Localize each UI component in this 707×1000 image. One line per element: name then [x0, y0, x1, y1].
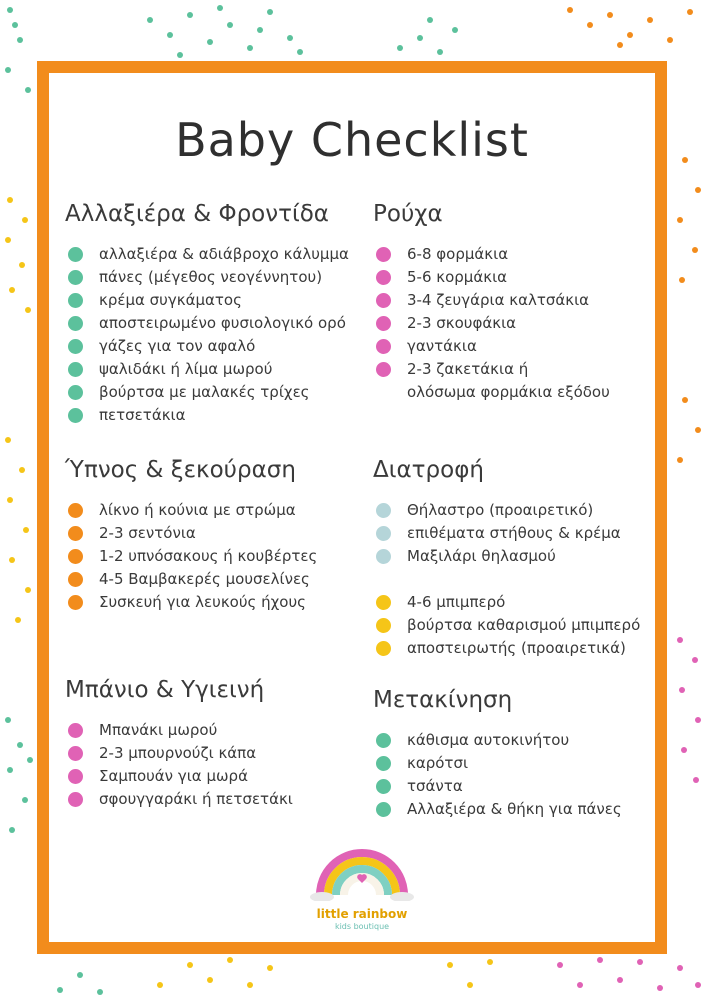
section-heading: Διατροφή — [373, 457, 484, 483]
list-item: βούρτσα καθαρισμού μπιμπερό — [373, 614, 640, 637]
list-item: ολόσωμα φορμάκια εξόδου — [407, 383, 610, 401]
rainbow-icon — [310, 843, 414, 901]
lightblue-bullet-icon — [376, 526, 391, 541]
list-item: 2-3 σεντόνια — [65, 522, 317, 545]
list-item: Μπανάκι μωρού — [65, 719, 293, 742]
orange-bullet-icon — [68, 572, 83, 587]
lightblue-bullet-icon — [376, 549, 391, 564]
section-feeding — [373, 457, 640, 660]
list-item: αποστειρωτής (προαιρετικά) — [373, 637, 640, 660]
orange-bullet-icon — [68, 503, 83, 518]
brand-logo — [307, 843, 417, 931]
list-item: 2-3 ζακετάκια ή — [373, 358, 610, 381]
logo-name: little rainbow — [316, 907, 408, 921]
list-item: κρέμα συγκάματος — [65, 289, 349, 312]
yellow-bullet-icon — [376, 595, 391, 610]
list-item: αποστειρωμένο φυσιολογικό ορό — [65, 312, 349, 335]
list-item: λίκνο ή κούνια με στρώμα — [65, 499, 317, 522]
list-item: αλλαξιέρα & αδιάβροχο κάλυμμα — [65, 243, 349, 266]
orange-bullet-icon — [68, 549, 83, 564]
page-title: Baby Checklist — [175, 113, 529, 167]
list-item: γαντάκια — [373, 335, 610, 358]
list-item: 4-6 μπιμπερό — [373, 591, 640, 614]
green-bullet-icon — [68, 362, 83, 377]
green-bullet-icon — [376, 756, 391, 771]
orange-bullet-icon — [68, 526, 83, 541]
list-item: πετσετάκια — [65, 404, 349, 427]
pink-bullet-icon — [68, 746, 83, 761]
list-item: 5-6 κορμάκια — [373, 266, 610, 289]
pink-bullet-icon — [376, 270, 391, 285]
list-item: Σαμπουάν για μωρά — [65, 765, 293, 788]
green-bullet-icon — [68, 247, 83, 262]
section-clothes — [373, 201, 610, 404]
list-item: βούρτσα με μαλακές τρίχες — [65, 381, 349, 404]
section-bath — [65, 677, 293, 811]
list-item: επιθέματα στήθους & κρέμα — [373, 522, 640, 545]
pink-bullet-icon — [376, 339, 391, 354]
section-sleep — [65, 457, 317, 614]
list-item: 4-5 Βαμβακερές μουσελίνες — [65, 568, 317, 591]
green-bullet-icon — [376, 733, 391, 748]
pink-bullet-icon — [376, 247, 391, 262]
list-item: κάθισμα αυτοκινήτου — [373, 729, 622, 752]
list-item: 3-4 ζευγάρια καλτσάκια — [373, 289, 610, 312]
lightblue-bullet-icon — [376, 503, 391, 518]
list-item: Συσκευή για λευκούς ήχους — [65, 591, 317, 614]
list-item: 2-3 μπουρνούζι κάπα — [65, 742, 293, 765]
list-item: Μαξιλάρι θηλασμού — [373, 545, 640, 568]
section-heading: Αλλαξιέρα & Φροντίδα — [65, 201, 329, 227]
list-item: καρότσι — [373, 752, 622, 775]
pink-bullet-icon — [68, 792, 83, 807]
section-heading: Ρούχα — [373, 201, 443, 227]
list-item: Θήλαστρο (προαιρετικό) — [373, 499, 640, 522]
pink-bullet-icon — [68, 723, 83, 738]
green-bullet-icon — [376, 802, 391, 817]
list-item: Αλλαξιέρα & θήκη για πάνες — [373, 798, 622, 821]
checklist-card — [37, 61, 667, 954]
section-heading: Μετακίνηση — [373, 687, 513, 713]
section-transport — [373, 687, 622, 821]
yellow-bullet-icon — [376, 618, 391, 633]
green-bullet-icon — [68, 270, 83, 285]
pink-bullet-icon — [376, 293, 391, 308]
green-bullet-icon — [68, 293, 83, 308]
green-bullet-icon — [68, 385, 83, 400]
section-heading: Μπάνιο & Υγιεινή — [65, 677, 265, 703]
list-item: τσάντα — [373, 775, 622, 798]
section-heading: Ύπνος & ξεκούραση — [65, 457, 296, 483]
green-bullet-icon — [68, 316, 83, 331]
pink-bullet-icon — [376, 362, 391, 377]
section-changing — [65, 201, 349, 427]
list-item: σφουγγαράκι ή πετσετάκι — [65, 788, 293, 811]
orange-bullet-icon — [68, 595, 83, 610]
list-item: πάνες (μέγεθος νεογέννητου) — [65, 266, 349, 289]
list-item: ψαλιδάκι ή λίμα μωρού — [65, 358, 349, 381]
logo-subtitle: kids boutique — [334, 922, 390, 931]
list-item: γάζες για τον αφαλό — [65, 335, 349, 358]
list-item: 6-8 φορμάκια — [373, 243, 610, 266]
list-item: 2-3 σκουφάκια — [373, 312, 610, 335]
green-bullet-icon — [68, 408, 83, 423]
list-item: 1-2 υπνόσακους ή κουβέρτες — [65, 545, 317, 568]
green-bullet-icon — [68, 339, 83, 354]
pink-bullet-icon — [376, 316, 391, 331]
yellow-bullet-icon — [376, 641, 391, 656]
green-bullet-icon — [376, 779, 391, 794]
pink-bullet-icon — [68, 769, 83, 784]
